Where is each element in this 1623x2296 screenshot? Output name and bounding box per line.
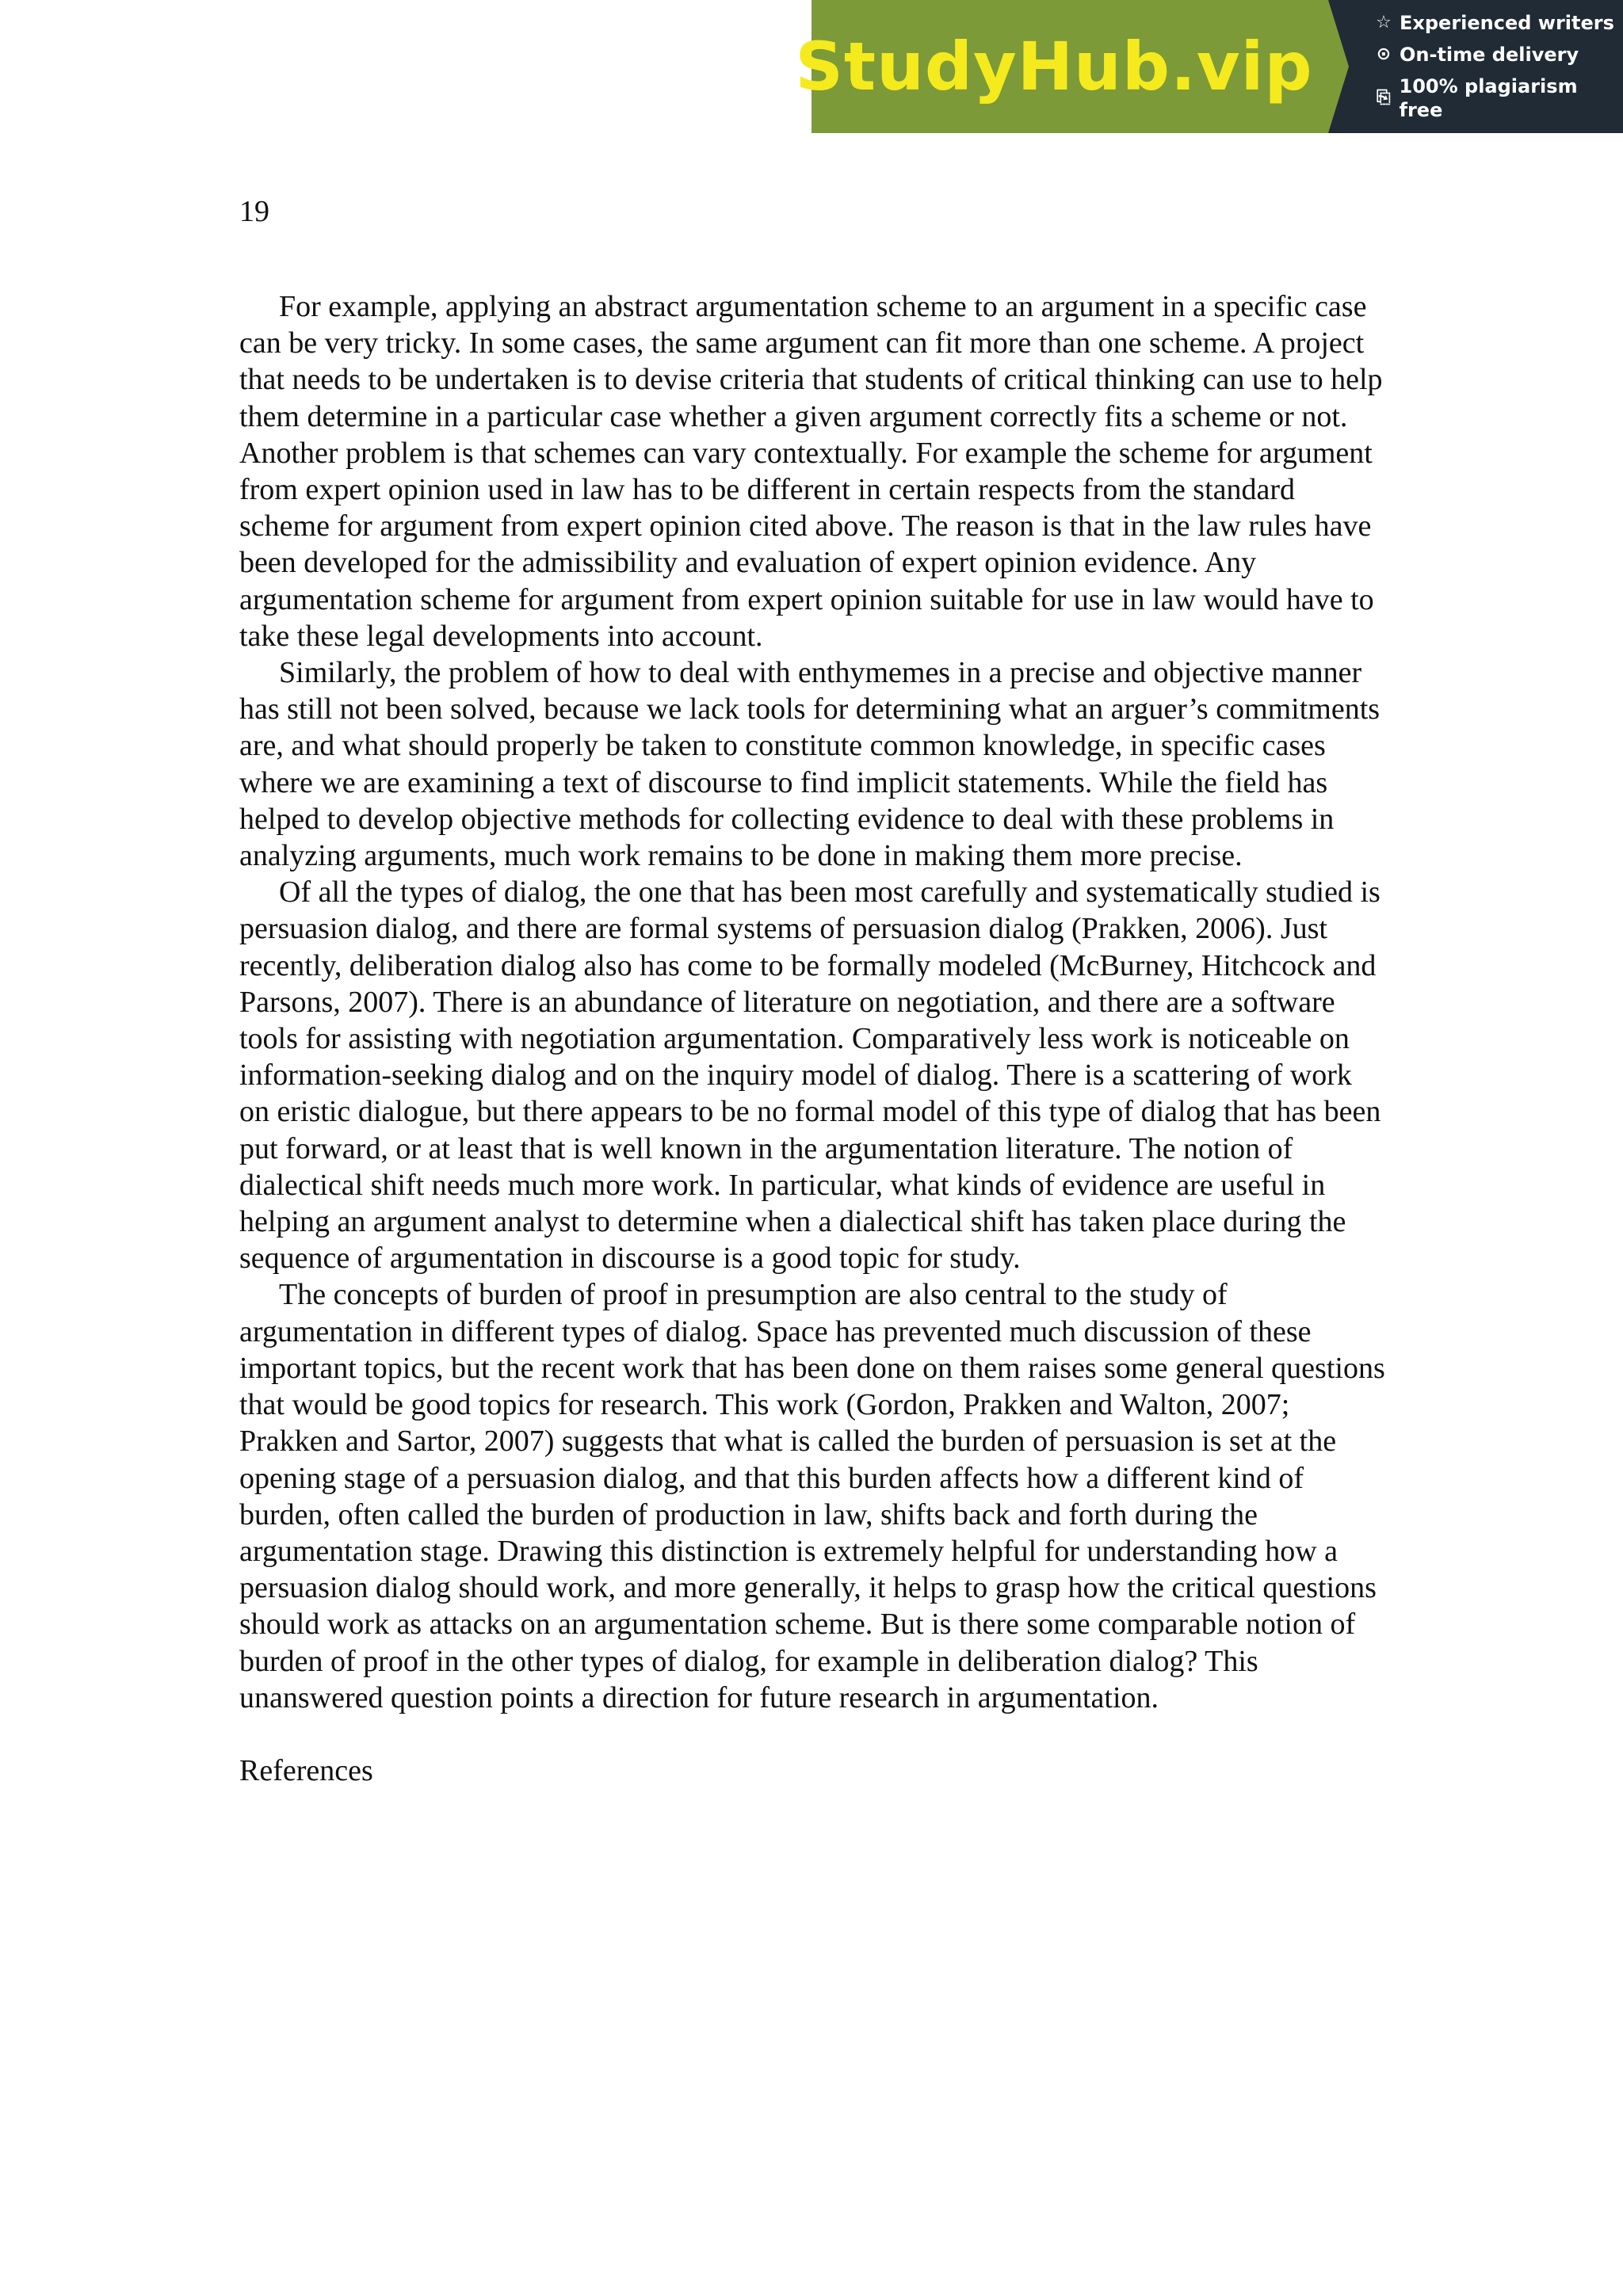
- banner-features: [1328, 0, 1623, 133]
- feature-label: 100% plagiarism free: [1399, 75, 1578, 121]
- promo-banner[interactable]: [795, 0, 1623, 133]
- brand-name: StudyHub.vip: [795, 28, 1313, 105]
- paragraph-dialog-types: Of all the types of dialog, the one that has been most carefully and systematically studied is persuasion dialog, and there are formal systems of persuasion dialog (Prakken, 2006). Just recently, deliberation dialog also has come to be formally modeled (McBurney, Hitchcock and Parsons, 2007). There is an abundance of literature on negotiation, and there are a software tools for assisting with negotiation argumentation. Comparatively less work is noticeable on information-seeking dialog and on the inquiry model of dialog. There is a scattering of work on eristic dialogue, but there appears to be no formal model of this type of dialog that has been put forward, or at least that is well known in the argumentation literature. The notion of dialectical shift needs much more work. In particular, what kinds of evidence are useful in helping an argument analyst to determine when a dialectical shift has taken place during the sequence of argumentation in discourse is a good topic for study.: [239, 875, 1381, 1276]
- feature-on-time-delivery: [1374, 43, 1623, 67]
- feature-experienced-writers: [1374, 11, 1623, 35]
- banner-arrow-divider: [1328, 0, 1349, 133]
- feature-label: On-time delivery: [1400, 44, 1579, 66]
- clock-icon: ⊙: [1376, 44, 1392, 64]
- star-icon: ☆: [1376, 13, 1392, 32]
- document-body: [239, 288, 1387, 1789]
- document-icon: ⎘: [1376, 88, 1391, 108]
- paragraph-burden-of-proof: The concepts of burden of proof in presumption are also central to the study of argumentation in different types of dialog. Space has prevented much discussion of these important topics, but the recent work that has been done on them raises some general questions that would be good topics for research. This work (Gordon, Prakken and Walton, 2007; Prakken and Sartor, 2007) suggests that what is called the burden of persuasion is set at the opening stage of a persuasion dialog, and that this burden affects how a different kind of burden, often called the burden of production in law, shifts back and forth during the argumentation stage. Drawing this distinction is extremely helpful for understanding how a persuasion dialog should work, and more generally, it helps to grasp how the critical questions should work as attacks on an argumentation scheme. But is there some comparable notion of burden of proof in the other types of dialog, for example in deliberation dialog? This unanswered question points a direction for future research in argumentation.: [239, 1278, 1385, 1714]
- references-heading: References: [239, 1753, 373, 1787]
- feature-label: Experienced writers: [1400, 12, 1614, 34]
- brand-logo-area[interactable]: [795, 0, 1328, 133]
- paragraph-schemes: For example, applying an abstract argumentation scheme to an argument in a specific case can be very tricky. In some cases, the same argument can fit more than one scheme. A project that needs to be undertaken is to devise criteria that students of critical thinking can use to help them determine in a particular case whether a given argument correctly fits a scheme or not. Another problem is that schemes can vary contextually. For example the scheme for argument from expert opinion used in law has to be different in certain respects from the standard scheme for argument from expert opinion cited above. The reason is that in the law rules have been developed for the admissibility and evaluation of expert opinion evidence. Any argumentation scheme for argument from expert opinion suitable for use in law would have to take these legal developments into account.: [239, 290, 1383, 653]
- page-number: 19: [239, 195, 269, 228]
- feature-plagiarism-free: [1374, 74, 1623, 122]
- paragraph-enthymemes: Similarly, the problem of how to deal with enthymemes in a precise and objective manner has still not been solved, because we lack tools for determining what an arguer’s commitments are, and what should properly be taken to constitute common knowledge, in specific cases where we are examining a text of discourse to find implicit statements. While the field has helped to develop objective methods for collecting evidence to deal with these problems in analyzing arguments, much work remains to be done in making them more precise.: [239, 656, 1381, 873]
